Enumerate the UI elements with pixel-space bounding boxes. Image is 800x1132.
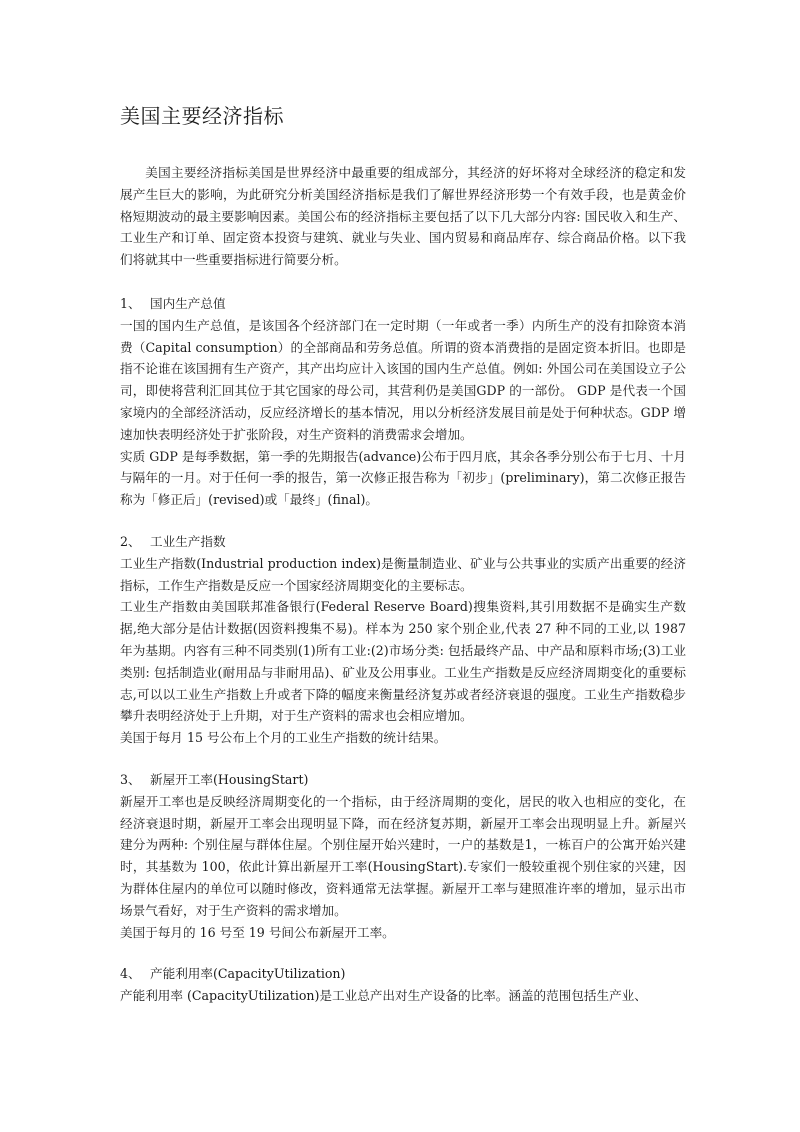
section-heading bbox=[120, 531, 686, 553]
section-heading-text: 产能利用率(CapacityUtilization) bbox=[150, 966, 346, 982]
section-2 bbox=[120, 531, 686, 749]
section-number: 1、 bbox=[120, 295, 141, 311]
section-number: 4、 bbox=[120, 966, 141, 982]
section-paragraph: 新屋开工率也是反映经济周期变化的一个指标，由于经济周期的变化，居民的收入也相应的变化，在经济衰退时期，新屋开工率会出现明显下降，而在经济复苏期，新屋开工率会出现明显上升。新屋兴建分为两种: 个别住屋与群体住屋。个别住屋开始兴建时，一户的基数是1，一栋百户的公寓开始兴建时，其基数为 100，依此计算出新屋开工率(HousingStart).专家们一般较重视个别住家的兴建，因为群体住屋内的单位可以随时修改，资料通常无法掌握。新屋开工率与建照准许率的增加，显示出市场景气看好，对于生产资料的需求增加。 bbox=[120, 793, 686, 918]
section-paragraph: 美国于每月 15 号公布上个月的工业生产指数的统计结果。 bbox=[120, 730, 447, 746]
section-paragraph: 一国的国内生产总值，是该国各个经济部门在一定时期（一年或者一季）内所生产的没有扣除资本消费（Capital consumption）的全部商品和劳务总值。所谓的资本消费指的是固定资本折旧。也即是指不论谁在该国拥有生产资产，其产出均应计入该国的国内生产总值。例如: 外国公司在美国设立子公司，即使将营利汇回其位于其它国家的母公司，其营利仍是美国GDP 的一部份。 GDP 是代表一个国家境内的全部经济活动，反应经济增长的基本情况，用以分析经济发展目前是处于何种状态。GDP 增速加快表明经济处于扩张阶段，对生产资料的消费需求会增加。 bbox=[120, 317, 686, 442]
document-page bbox=[120, 100, 686, 1027]
section-paragraph: 美国于每月的 16 号至 19 号间公布新屋开工率。 bbox=[120, 924, 395, 940]
section-heading bbox=[120, 963, 686, 985]
section-heading bbox=[120, 769, 686, 791]
section-paragraph: 产能利用率 (CapacityUtilization)是工业总产出对生产设备的比率。涵盖的范围包括生产业、 bbox=[120, 988, 647, 1004]
section-paragraph: 实质 GDP 是每季数据，第一季的先期报告(advance)公布于四月底，其余各季分别公布于七月、十月与隔年的一月。对于任何一季的报告，第一次修正报告称为「初步」(preliminary)，第二次修正报告称为「修正后」(revised)或「最终」(final)。 bbox=[120, 448, 686, 508]
section-paragraph: 工业生产指数(Industrial production index)是衡量制造业、矿业与公共事业的实质产出重要的经济指标，工作生产指数是反应一个国家经济周期变化的主要标志。 bbox=[120, 555, 686, 593]
section-heading-text: 新屋开工率(HousingStart) bbox=[150, 771, 309, 787]
section-1 bbox=[120, 293, 686, 511]
sections-container bbox=[120, 293, 686, 1007]
intro-paragraph: 美国主要经济指标美国是世界经济中最重要的组成部分，其经济的好坏将对全球经济的稳定和发展产生巨大的影响，为此研究分析美国经济指标是我们了解世界经济形势一个有效手段，也是黄金价格短期波动的最主要影响因素。美国公布的经济指标主要包括了以下几大部分内容: 国民收入和生产、工业生产和订单、固定资本投资与建筑、就业与失业、国内贸易和商品库存、综合商品价格。以下我们将就其中一些重要指标进行简要分析。 bbox=[120, 165, 686, 268]
section-number: 3、 bbox=[120, 771, 141, 787]
section-paragraph: 工业生产指数由美国联邦准备银行(Federal Reserve Board)搜集资料,其引用数据不是确实生产数据,绝大部分是估计数据(因资料搜集不易)。样本为 250 家个别企业,代表 27 种不同的工业,以 1987 年为基期。内容有三种不同类别(1)所有工业:(2)市场分类: 包括最终产品、中产品和原料市场;(3)工业类别: 包括制造业(耐用品与非耐用品)、矿业及公用事业。工业生产指数是反应经济周期变化的重要标志,可以以工业生产指数上升或者下降的幅度来衡量经济复苏或者经济衰退的强度。工业生产指数稳步攀升表明经济处于上升期，对于生产资料的需求也会相应增加。 bbox=[120, 599, 686, 724]
section-heading-text: 工业生产指数 bbox=[150, 533, 226, 549]
section-heading-text: 国内生产总值 bbox=[150, 295, 226, 311]
section-3 bbox=[120, 769, 686, 943]
section-heading bbox=[120, 293, 686, 315]
section-number: 2、 bbox=[120, 533, 141, 549]
section-4 bbox=[120, 963, 686, 1007]
page-title: 美国主要经济指标 bbox=[120, 104, 284, 128]
